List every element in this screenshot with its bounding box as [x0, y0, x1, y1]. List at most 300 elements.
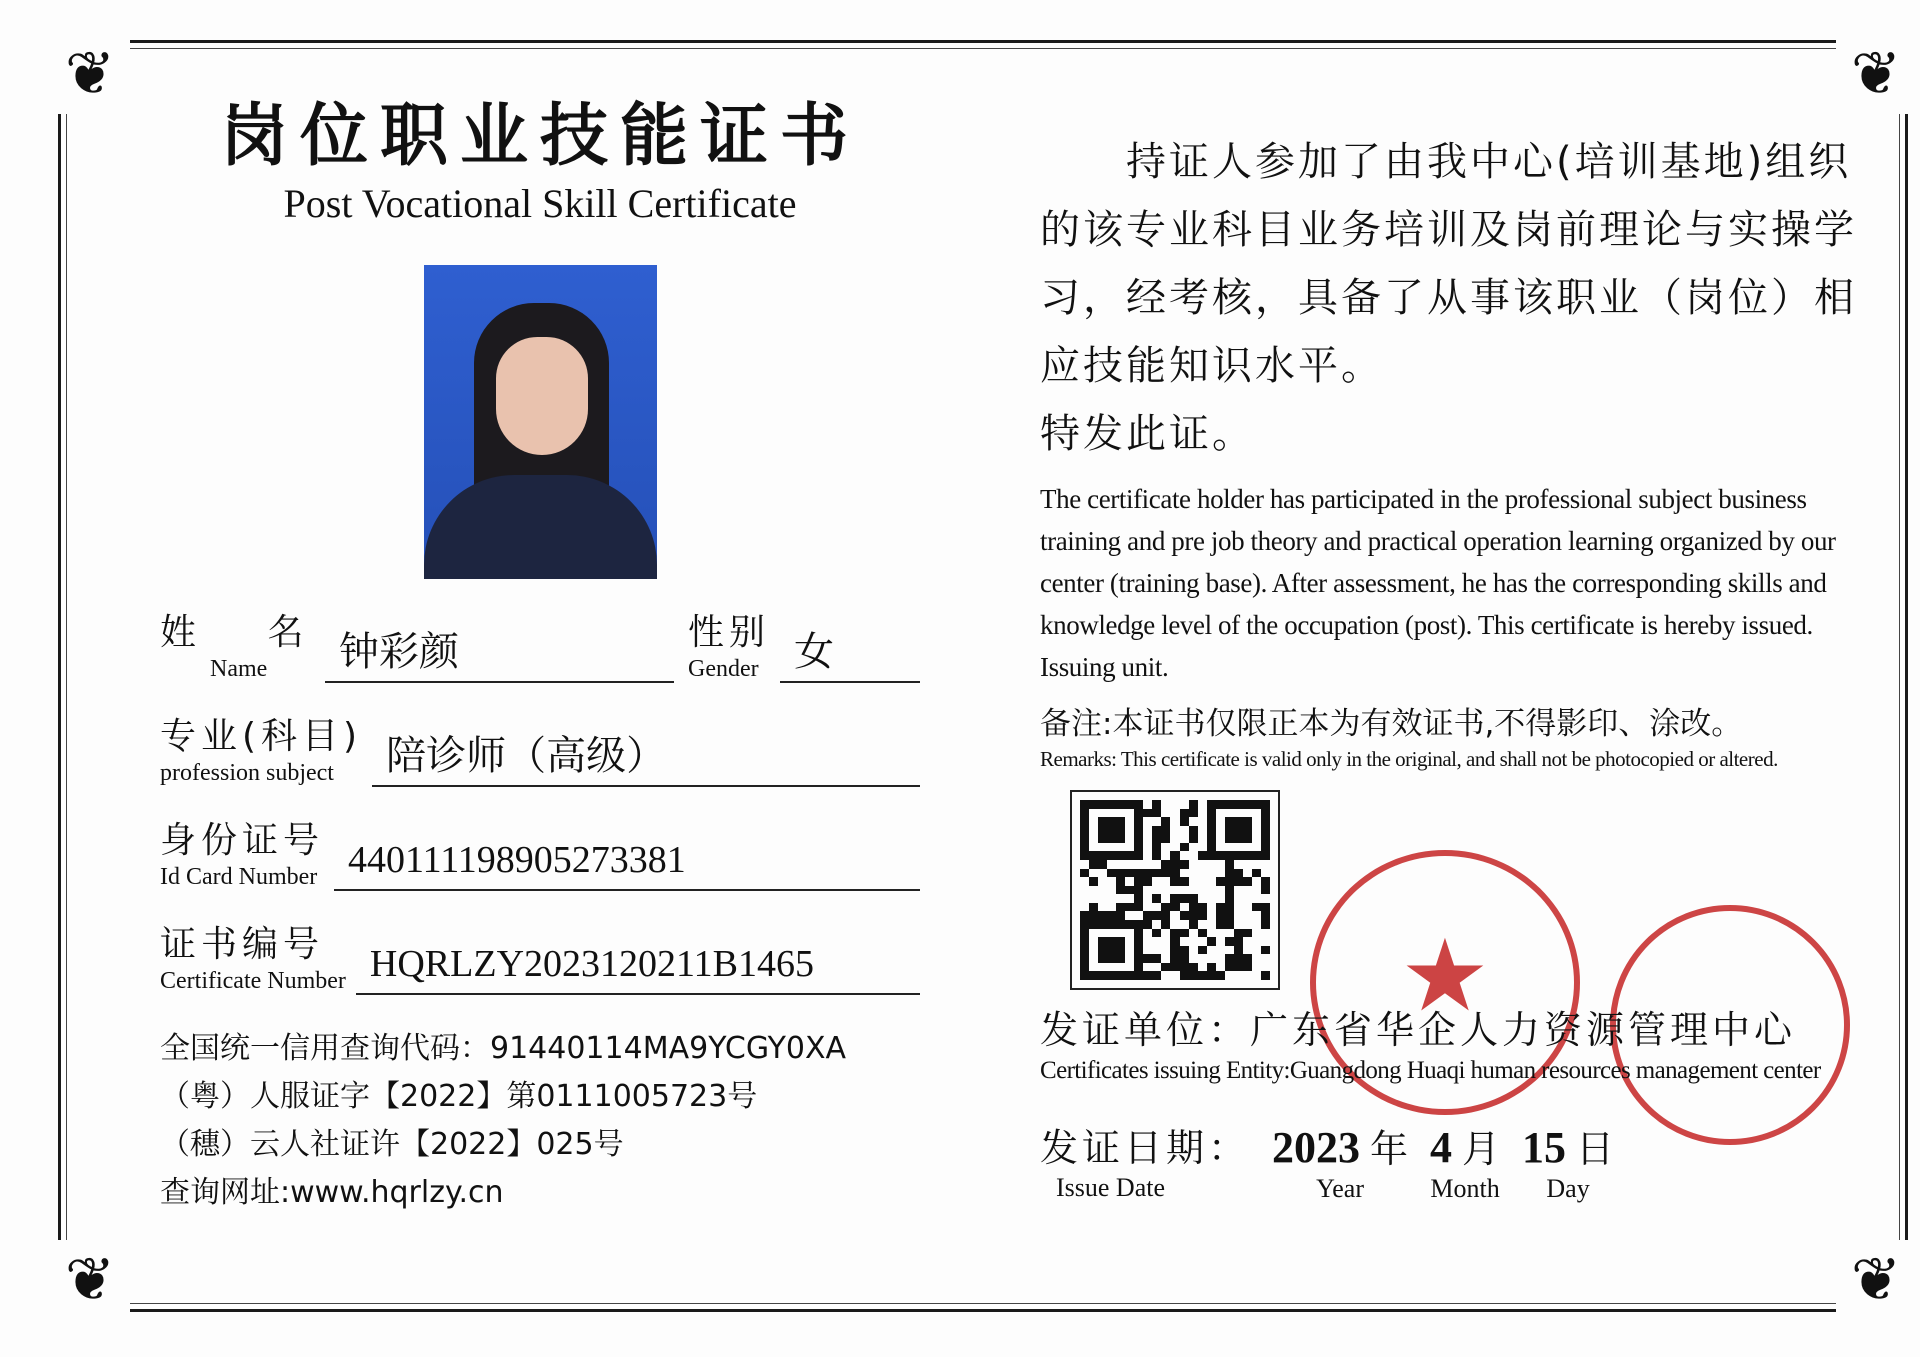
qr-module [1116, 937, 1125, 946]
qr-module [1225, 886, 1234, 895]
qr-module [1198, 920, 1207, 929]
qr-module [1125, 963, 1134, 972]
qr-module [1089, 911, 1098, 920]
qr-module [1080, 971, 1089, 980]
qr-module [1089, 817, 1098, 826]
cert-number-row [160, 917, 920, 995]
qr-module [1198, 963, 1207, 972]
qr-module [1225, 971, 1234, 980]
qr-module [1207, 869, 1216, 878]
query-website[interactable]: 查询网址:www.hqrlzy.cn [160, 1175, 504, 1210]
qr-module [1152, 954, 1161, 963]
qr-module [1261, 851, 1270, 860]
qr-module [1252, 877, 1261, 886]
qr-module [1234, 946, 1243, 955]
qr-module [1098, 800, 1107, 809]
qr-module [1089, 809, 1098, 818]
qr-module [1080, 937, 1089, 946]
holder-photo [424, 265, 657, 579]
qr-module [1116, 834, 1125, 843]
qr-module [1207, 946, 1216, 955]
qr-module [1216, 911, 1225, 920]
name-row [160, 605, 920, 683]
qr-module [1207, 903, 1216, 912]
qr-module [1170, 860, 1179, 869]
qr-module [1089, 971, 1098, 980]
qr-module [1198, 886, 1207, 895]
qr-module [1252, 843, 1261, 852]
qr-module [1243, 894, 1252, 903]
statement-english: The certificate holder has participated in the professional subject business training and pre job theory and practical operation learning organized by our center (training base). After assessment, he has the corresponding skills and knowledge level of the occupation (post). This certificate is hereby issued. Issuing unit. [1040, 484, 1836, 682]
qr-module [1189, 851, 1198, 860]
qr-module [1098, 877, 1107, 886]
qr-module [1107, 851, 1116, 860]
star-icon: ★ [1400, 917, 1490, 1034]
qr-module [1252, 954, 1261, 963]
qr-module [1170, 834, 1179, 843]
qr-module [1125, 946, 1134, 955]
qr-module [1189, 877, 1198, 886]
qr-module [1080, 834, 1089, 843]
qr-module [1261, 860, 1270, 869]
qr-module [1125, 937, 1134, 946]
qr-module [1152, 929, 1161, 938]
statement-closing: 特发此证。 [1040, 411, 1255, 457]
qr-module [1189, 826, 1198, 835]
qr-module [1116, 963, 1125, 972]
qr-module [1243, 800, 1252, 809]
qr-module [1161, 929, 1170, 938]
qr-module [1098, 911, 1107, 920]
qr-module [1252, 834, 1261, 843]
qr-module [1243, 903, 1252, 912]
qr-module [1080, 817, 1089, 826]
qr-module [1080, 946, 1089, 955]
qr-module [1134, 920, 1143, 929]
qr-module [1261, 877, 1270, 886]
qr-module [1225, 809, 1234, 818]
qr-module [1234, 843, 1243, 852]
profession-label-en: profession subject [160, 760, 334, 786]
qr-module [1134, 800, 1143, 809]
qr-module [1216, 903, 1225, 912]
qr-module [1180, 834, 1189, 843]
qr-module [1170, 946, 1179, 955]
qr-module [1089, 963, 1098, 972]
ornament-corner-icon: ❦ [50, 34, 130, 114]
qr-module [1134, 894, 1143, 903]
qr-module [1134, 954, 1143, 963]
id-card-label: 身份证号 [160, 820, 325, 861]
qr-module [1107, 809, 1116, 818]
qr-module [1161, 911, 1170, 920]
qr-module [1080, 860, 1089, 869]
qr-module [1170, 920, 1179, 929]
qr-module [1098, 826, 1107, 835]
qr-module [1152, 903, 1161, 912]
qr-module [1089, 860, 1098, 869]
qr-module [1143, 817, 1152, 826]
qr-module [1225, 963, 1234, 972]
qr-module [1134, 851, 1143, 860]
qr-module [1161, 971, 1170, 980]
qr-module [1243, 937, 1252, 946]
qr-module [1243, 877, 1252, 886]
qr-module [1143, 937, 1152, 946]
day-label-en: Day [1546, 1174, 1590, 1203]
qr-module [1243, 809, 1252, 818]
qr-module [1189, 869, 1198, 878]
qr-module [1080, 886, 1089, 895]
qr-module [1134, 929, 1143, 938]
qr-module [1261, 886, 1270, 895]
qr-module [1234, 860, 1243, 869]
qr-module [1098, 851, 1107, 860]
qr-module [1180, 963, 1189, 972]
qr-module [1170, 929, 1179, 938]
day-char: 日 [1576, 1127, 1615, 1171]
qr-module [1143, 929, 1152, 938]
qr-module [1143, 800, 1152, 809]
qr-module [1225, 800, 1234, 809]
qr-module [1080, 877, 1089, 886]
qr-module [1107, 971, 1116, 980]
credit-code: 全国统一信用查询代码：91440114MA9YCGY0XA [160, 1031, 847, 1066]
qr-module [1207, 954, 1216, 963]
gender-value: 女 [794, 629, 834, 675]
qr-module [1152, 809, 1161, 818]
qr-module [1198, 929, 1207, 938]
qr-module [1125, 920, 1134, 929]
qr-module [1089, 843, 1098, 852]
qr-module [1189, 954, 1198, 963]
qr-module [1143, 903, 1152, 912]
qr-module [1207, 843, 1216, 852]
qr-module [1243, 954, 1252, 963]
gender-label-en: Gender [687, 656, 759, 682]
qr-module [1107, 834, 1116, 843]
qr-module [1143, 851, 1152, 860]
qr-module [1116, 894, 1125, 903]
qr-module [1098, 920, 1107, 929]
qr-module [1161, 843, 1170, 852]
qr-module [1152, 826, 1161, 835]
qr-module [1252, 809, 1261, 818]
qr-module [1261, 834, 1270, 843]
qr-module [1207, 817, 1216, 826]
permit-number: （穗）云人社证许【2022】025号 [160, 1127, 624, 1162]
qr-module [1080, 920, 1089, 929]
qr-module [1161, 851, 1170, 860]
qr-module [1080, 800, 1089, 809]
qr-module [1152, 937, 1161, 946]
qr-module [1152, 851, 1161, 860]
qr-module [1125, 817, 1134, 826]
qr-module [1089, 800, 1098, 809]
issuer-name: 广东省华企人力资源管理中心 [1250, 1008, 1797, 1052]
qr-module [1152, 800, 1161, 809]
qr-module [1161, 903, 1170, 912]
qr-module [1234, 963, 1243, 972]
qr-module [1207, 886, 1216, 895]
qr-module [1170, 971, 1179, 980]
qr-module [1170, 911, 1179, 920]
qr-module [1180, 911, 1189, 920]
qr-module [1243, 929, 1252, 938]
qr-module [1180, 877, 1189, 886]
qr-module [1143, 869, 1152, 878]
qr-module [1225, 834, 1234, 843]
qr-module [1107, 937, 1116, 946]
qr-module [1125, 886, 1134, 895]
qr-module [1234, 937, 1243, 946]
qr-module [1216, 963, 1225, 972]
qr-module [1243, 843, 1252, 852]
qr-module [1098, 946, 1107, 955]
title-english: Post Vocational Skill Certificate [283, 181, 797, 226]
qr-module [1189, 843, 1198, 852]
qr-module [1125, 929, 1134, 938]
qr-module [1216, 869, 1225, 878]
issue-month: 4 [1430, 1123, 1453, 1172]
qr-module [1161, 826, 1170, 835]
qr-module [1252, 800, 1261, 809]
qr-module [1207, 860, 1216, 869]
qr-module [1180, 937, 1189, 946]
qr-module [1116, 946, 1125, 955]
name-label: 姓 名 [160, 612, 309, 653]
qr-module [1207, 800, 1216, 809]
qr-module [1161, 963, 1170, 972]
title-chinese: 岗位职业技能证书 [219, 97, 860, 176]
qr-module [1098, 929, 1107, 938]
name-value: 钟彩颜 [339, 629, 459, 675]
qr-module [1161, 809, 1170, 818]
qr-module [1225, 877, 1234, 886]
qr-module [1152, 971, 1161, 980]
qr-module [1125, 877, 1134, 886]
qr-module [1170, 843, 1179, 852]
qr-module [1170, 800, 1179, 809]
qr-module [1098, 971, 1107, 980]
year-label-en: Year [1316, 1174, 1364, 1203]
qr-module [1080, 903, 1089, 912]
qr-module [1180, 869, 1189, 878]
qr-module [1261, 920, 1270, 929]
qr-module [1098, 954, 1107, 963]
issuer-english: Certificates issuing Entity:Guangdong Huaqi human resources management center [1040, 1057, 1821, 1084]
qr-module [1216, 920, 1225, 929]
qr-module [1216, 937, 1225, 946]
qr-module [1180, 894, 1189, 903]
qr-module [1234, 929, 1243, 938]
qr-module [1143, 971, 1152, 980]
qr-module [1134, 911, 1143, 920]
qr-module [1152, 877, 1161, 886]
qr-module [1189, 963, 1198, 972]
id-card-row [160, 813, 920, 891]
qr-module [1134, 809, 1143, 818]
qr-module [1134, 817, 1143, 826]
qr-module [1198, 817, 1207, 826]
qr-module [1189, 886, 1198, 895]
qr-module [1107, 920, 1116, 929]
qr-module [1234, 903, 1243, 912]
qr-module [1170, 894, 1179, 903]
qr-module [1134, 826, 1143, 835]
qr-module [1207, 877, 1216, 886]
qr-module [1161, 937, 1170, 946]
qr-module [1125, 843, 1134, 852]
qr-module [1225, 920, 1234, 929]
qr-module [1143, 963, 1152, 972]
qr-module [1261, 809, 1270, 818]
issue-date-label-en: Issue Date [1056, 1173, 1166, 1202]
qr-module [1252, 851, 1261, 860]
issuer-label: 发证单位： [1040, 1008, 1251, 1052]
qr-module [1216, 929, 1225, 938]
qr-module [1207, 920, 1216, 929]
qr-module [1098, 903, 1107, 912]
qr-module [1134, 971, 1143, 980]
qr-code[interactable] [1070, 790, 1280, 990]
qr-module [1234, 851, 1243, 860]
qr-module [1107, 826, 1116, 835]
qr-module [1261, 800, 1270, 809]
qr-module [1252, 971, 1261, 980]
qr-module [1225, 903, 1234, 912]
qr-module [1216, 800, 1225, 809]
qr-module [1080, 911, 1089, 920]
qr-module [1198, 834, 1207, 843]
qr-module [1198, 946, 1207, 955]
qr-module [1189, 860, 1198, 869]
qr-module [1125, 809, 1134, 818]
qr-module [1089, 903, 1098, 912]
qr-module [1225, 860, 1234, 869]
qr-module [1234, 877, 1243, 886]
qr-module [1152, 946, 1161, 955]
qr-module [1152, 920, 1161, 929]
qr-module [1134, 903, 1143, 912]
qr-module [1116, 886, 1125, 895]
qr-module [1080, 809, 1089, 818]
qr-module [1098, 937, 1107, 946]
qr-module [1234, 869, 1243, 878]
qr-module [1116, 954, 1125, 963]
qr-module [1234, 920, 1243, 929]
qr-module [1234, 954, 1243, 963]
qr-module [1207, 894, 1216, 903]
qr-module [1180, 929, 1189, 938]
month-char: 月 [1462, 1127, 1501, 1171]
qr-module [1243, 946, 1252, 955]
qr-module [1116, 877, 1125, 886]
qr-module [1080, 954, 1089, 963]
qr-module [1152, 963, 1161, 972]
qr-module [1225, 954, 1234, 963]
qr-module [1261, 843, 1270, 852]
qr-module [1134, 937, 1143, 946]
qr-module [1143, 860, 1152, 869]
qr-module [1143, 843, 1152, 852]
qr-module [1234, 971, 1243, 980]
qr-module [1207, 851, 1216, 860]
qr-module [1116, 843, 1125, 852]
qr-module [1243, 817, 1252, 826]
qr-module [1170, 903, 1179, 912]
qr-module [1116, 800, 1125, 809]
right-column [1040, 128, 1870, 1204]
qr-module [1252, 903, 1261, 912]
qr-module [1252, 929, 1261, 938]
qr-module [1189, 817, 1198, 826]
qr-module [1170, 886, 1179, 895]
qr-module [1189, 903, 1198, 912]
qr-module [1198, 894, 1207, 903]
qr-module [1089, 869, 1098, 878]
qr-module [1116, 903, 1125, 912]
qr-module [1198, 800, 1207, 809]
qr-module [1107, 843, 1116, 852]
qr-module [1107, 911, 1116, 920]
qr-module [1161, 877, 1170, 886]
qr-module [1170, 851, 1179, 860]
qr-module [1125, 860, 1134, 869]
qr-module [1107, 954, 1116, 963]
qr-module [1152, 834, 1161, 843]
qr-module [1261, 963, 1270, 972]
qr-module [1252, 911, 1261, 920]
qr-module [1252, 860, 1261, 869]
issue-date-label: 发证日期： [1040, 1126, 1251, 1170]
qr-module [1234, 894, 1243, 903]
qr-module [1107, 946, 1116, 955]
qr-module [1080, 851, 1089, 860]
ornament-corner-icon: ❦ [1836, 34, 1916, 114]
qr-module [1089, 851, 1098, 860]
qr-module [1198, 826, 1207, 835]
qr-module [1225, 911, 1234, 920]
qr-module [1234, 826, 1243, 835]
qr-module [1243, 971, 1252, 980]
qr-module [1234, 800, 1243, 809]
qr-module [1261, 937, 1270, 946]
qr-module [1143, 826, 1152, 835]
qr-module [1189, 911, 1198, 920]
qr-module [1216, 851, 1225, 860]
qr-module [1189, 946, 1198, 955]
qr-module [1261, 929, 1270, 938]
qr-module [1125, 851, 1134, 860]
qr-module [1243, 963, 1252, 972]
qr-module [1180, 971, 1189, 980]
qr-module [1152, 894, 1161, 903]
qr-module [1161, 886, 1170, 895]
left-column [160, 95, 920, 1217]
qr-module [1125, 869, 1134, 878]
qr-module [1089, 937, 1098, 946]
qr-module [1198, 954, 1207, 963]
qr-module [1161, 800, 1170, 809]
qr-module [1243, 911, 1252, 920]
qr-module [1170, 809, 1179, 818]
qr-module [1161, 920, 1170, 929]
qr-module [1098, 834, 1107, 843]
qr-module [1080, 869, 1089, 878]
qr-module [1180, 851, 1189, 860]
qr-module [1089, 929, 1098, 938]
